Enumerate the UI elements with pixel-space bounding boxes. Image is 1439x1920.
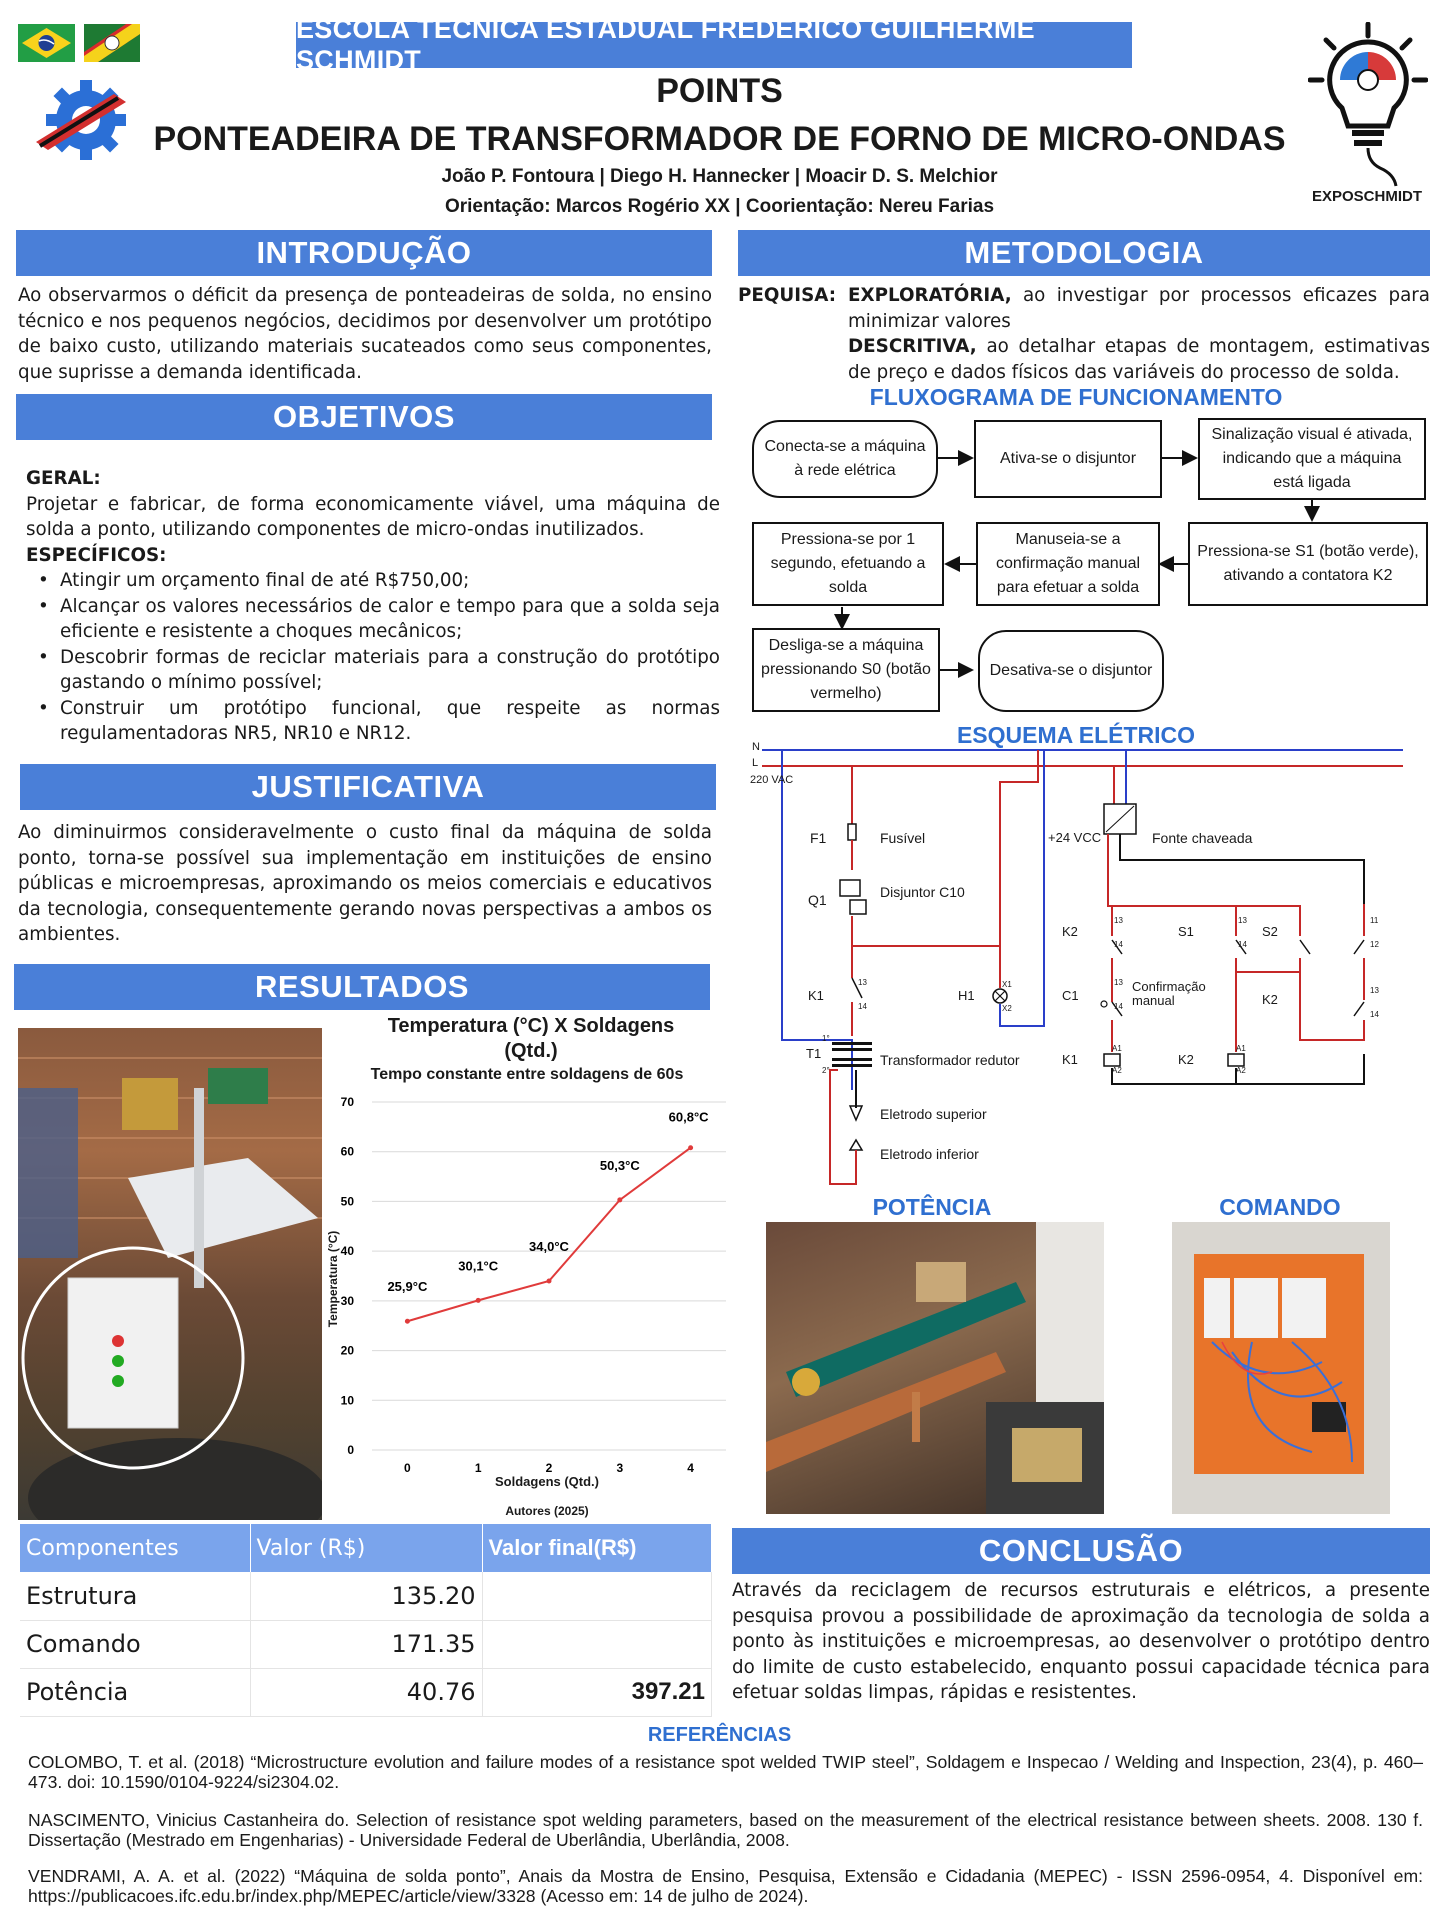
- cost-table: [20, 1524, 712, 1717]
- schematic-label-t1: T1: [806, 1046, 822, 1061]
- schematic-label-fusivel: Fusível: [880, 830, 926, 846]
- metodologia-pesquisa-label: PEQUISA:: [738, 285, 837, 306]
- chart-x-tick-label: 2: [545, 1461, 553, 1475]
- schematic-label-s2: S2: [1262, 924, 1278, 939]
- justificativa-text: Ao diminuirmos consideravelmente o custo final da máquina de solda ponto, torna-se possível sua implementação em instituições de ensino públicas e microempresas, aproximando os meios comerciais e educativos da tecnologia, consequentemente gerando novas perspectivas a ambos os ambientes.: [18, 822, 712, 945]
- metodologia-exploratoria: EXPLORATÓRIA, ao investigar por processos eficazes para minimizar valores: [848, 285, 1430, 332]
- flow-step-8: Desativa-se o disjuntor: [978, 630, 1164, 712]
- chart-y-tick-label: 10: [340, 1393, 354, 1408]
- exposchmidt-lightbulb-icon: [1308, 22, 1428, 188]
- conclusao-text: Através da reciclagem de recursos estruturais e elétricos, a presente pesquisa provou a possibilidade de aproximação da tecnologia de solda a ponto às instituições e microempresas, ao desenvolver o protótipo dentro do limite de custo estabelecido, enquanto possui capacidade técnica para efetuar soldas limpas, rápidas e resistentes.: [732, 1580, 1430, 1703]
- chart-x-tick-label: 4: [687, 1461, 694, 1475]
- introducao-text: Ao observarmos o déficit da presença de ponteadeiras de solda, no ensino técnico e nos pequenos negócios, decidimos por desenvolver um protótipo de baixo custo, utilizando materiais sucateados como seus componentes, que suprisse a demanda identificada.: [18, 285, 712, 383]
- schematic-terminal: 14: [1114, 1002, 1123, 1011]
- schematic-label-disjuntor: Disjuntor C10: [880, 884, 965, 900]
- metodologia-items: [848, 283, 1430, 385]
- schematic-label-n: N: [752, 741, 760, 753]
- reference-item: NASCIMENTO, Vinicius Castanheira do. Selection of resistance spot welding parameters, based on the measurement of the electrical resistance between sheets. 2008. 130 f. Dissertação (Mestrado em Engenharias) - Universidade Federal de Uberlândia, Uberlândia, 2008.: [28, 1810, 1423, 1850]
- section-heading-objetivos: OBJETIVOS: [16, 394, 712, 440]
- schematic-label-k1: K1: [808, 988, 824, 1003]
- chart-y-tick-label: 20: [340, 1343, 354, 1358]
- list-item: • Alcançar os valores necessários de calor e tempo para que a solda seja eficiente e resistente a choques mecânicos;: [26, 594, 720, 645]
- section-heading-resultados: RESULTADOS: [14, 964, 710, 1010]
- objetivos-especificos-label: ESPECÍFICOS:: [26, 544, 167, 566]
- schematic-terminal: 13: [1114, 978, 1123, 987]
- photo-label-comando: COMANDO: [1219, 1194, 1341, 1220]
- chart-x-tick-label: 0: [404, 1461, 411, 1475]
- prototype-photo: [18, 1028, 322, 1520]
- comando-photo: [1172, 1222, 1390, 1514]
- orientation: Orientação: Marcos Rogério XX | Coorientação: Nereu Farias: [444, 196, 995, 217]
- photo-label-potencia: POTÊNCIA: [872, 1194, 992, 1220]
- chart-data-label: 34,0°C: [529, 1238, 569, 1254]
- schematic-terminal: 13: [1370, 986, 1379, 995]
- schematic-label-vac: 220 VAC: [750, 774, 794, 786]
- list-item: • Atingir um orçamento final de até R$750,00;: [26, 568, 720, 594]
- schematic-label-k1b: K1: [1062, 1052, 1078, 1067]
- electrical-schematic: [748, 740, 1410, 1196]
- chart-y-tick-label: 60: [340, 1144, 354, 1159]
- reference-item: COLOMBO, T. et al. (2018) “Microstructure evolution and failure modes of a resistance spot welded TWIP steel”, Soldagem e Inspecao / Welding and Inspection, 23(4), p. 460–473. doi: 10.1590/0104-9224/si2304.02.: [28, 1752, 1423, 1792]
- objetivos-geral-text: Projetar e fabricar, de forma economicamente viável, uma máquina de solda a ponto, utilizando componentes de micro-ondas inutilizados.: [26, 493, 720, 540]
- table-cell-final: [482, 1620, 712, 1668]
- schematic-label-transformador: Transformador redutor: [880, 1052, 1020, 1068]
- chart-source: Autores (2025): [505, 1504, 589, 1518]
- table-header-row: [20, 1524, 712, 1572]
- project-acronym: POINTS: [656, 72, 783, 110]
- schematic-label-l: L: [752, 757, 759, 769]
- schematic-terminal: 11: [1370, 916, 1379, 925]
- chart-point: [688, 1145, 693, 1150]
- table-cell-item: Estrutura: [20, 1572, 250, 1620]
- list-item: • Descobrir formas de reciclar materiais para a construção do protótipo gastando o mínimo possível;: [26, 645, 720, 696]
- chart-x-tick-label: 3: [616, 1461, 624, 1475]
- objetivos-especificos-list: [26, 568, 720, 747]
- schematic-title: ESQUEMA ELÉTRICO: [956, 722, 1196, 748]
- flow-step-2: Ativa-se o disjuntor: [974, 420, 1162, 498]
- referencias-heading: REFERÊNCIAS: [647, 1724, 792, 1746]
- objetivos-block: [26, 466, 720, 747]
- schematic-label-f1: F1: [810, 830, 827, 846]
- table-header-componentes: Componentes: [20, 1524, 250, 1572]
- chart-y-tick-label: 30: [340, 1293, 354, 1308]
- schematic-terminal: 2°: [822, 1066, 830, 1075]
- chart-point: [405, 1319, 410, 1324]
- reference-item: VENDRAMI, A. A. et al. (2022) “Máquina de solda ponto”, Anais da Mostra de Ensino, Pesquisa, Extensão e Cidadania (MEPEC) - ISSN 2596-0954, 4. Disponível em: https://publicacoes.ifc.edu.br/index.php/MEPEC/article/view/3328 (Acesso em: 14 de julho de 2024).: [28, 1866, 1423, 1906]
- schematic-terminal: 12: [1370, 940, 1379, 949]
- section-heading-introducao: INTRODUÇÃO: [16, 230, 712, 276]
- chart-y-label: Temperatura (°C): [326, 1230, 340, 1328]
- chart-plot: [322, 1012, 732, 1522]
- school-name-banner: ESCOLA TÉCNICA ESTADUAL FREDERICO GUILHERME SCHMIDT: [296, 22, 1132, 68]
- exposchmidt-label: EXPOSCHMIDT: [1311, 188, 1422, 205]
- chart-x-tick-label: 1: [474, 1461, 482, 1475]
- flow-step-7: Desliga-se a máquina pressionando S0 (botão vermelho): [752, 628, 940, 712]
- chart-point: [547, 1278, 552, 1283]
- chart-title: Temperatura (°C) X Soldagens (Qtd.): [387, 1015, 675, 1062]
- schematic-terminal: 14: [1238, 940, 1247, 949]
- schematic-terminal: X1: [1002, 980, 1012, 989]
- authors: João P. Fontoura | Diego H. Hannecker | Moacir D. S. Melchior: [441, 166, 998, 187]
- schematic-terminal: A2: [1236, 1066, 1246, 1075]
- table-cell-final: [482, 1572, 712, 1620]
- schematic-label-h1: H1: [958, 988, 975, 1003]
- potencia-photo: [766, 1222, 1104, 1514]
- chart-y-tick-label: 0: [347, 1443, 354, 1457]
- metodologia-descritiva: DESCRITIVA, ao detalhar etapas de montagem, estimativas de preço e dados físicos das variáveis do processo de solda.: [848, 336, 1430, 383]
- schematic-terminal: A2: [1112, 1066, 1122, 1075]
- schematic-terminal: X2: [1002, 1004, 1012, 1013]
- flow-step-6: Pressiona-se por 1 segundo, efetuando a solda: [752, 522, 944, 606]
- flag-brazil: [18, 24, 75, 62]
- objetivos-geral-label: GERAL:: [26, 468, 101, 489]
- schematic-terminal: 13: [1238, 916, 1247, 925]
- section-heading-justificativa: JUSTIFICATIVA: [20, 764, 716, 810]
- chart-y-tick-label: 50: [340, 1194, 354, 1209]
- chart-data-label: 60,8°C: [668, 1109, 709, 1125]
- flow-step-1: Conecta-se a máquina à rede elétrica: [752, 420, 938, 498]
- schematic-terminal: 1°: [822, 1034, 830, 1043]
- project-title: PONTEADEIRA DE TRANSFORMADOR DE FORNO DE MICRO-ONDAS: [153, 120, 1286, 158]
- table-row: [20, 1668, 712, 1716]
- chart-subtitle: Tempo constante entre soldagens de 60s: [370, 1066, 684, 1083]
- chart-data-label: 25,9°C: [387, 1279, 428, 1295]
- chart-point: [476, 1298, 481, 1303]
- list-item: • Construir um protótipo funcional, que respeite as normas regulamentadoras NR5, NR10 e NR12.: [26, 696, 720, 747]
- flowchart-title: FLUXOGRAMA DE FUNCIONAMENTO: [869, 384, 1283, 410]
- chart-data-label: 50,3°C: [599, 1157, 640, 1173]
- table-cell-valor: 135.20: [250, 1572, 482, 1620]
- schematic-terminal: 14: [1114, 940, 1123, 949]
- schematic-terminal: 13: [1114, 916, 1123, 925]
- table-header-valor: Valor (R$): [250, 1524, 482, 1572]
- schematic-label-confirmacao: Confirmação manual: [1132, 979, 1206, 1008]
- flow-step-5: Manuseia-se a confirmação manual para efetuar a solda: [976, 522, 1160, 606]
- schematic-label-k2b: K2: [1262, 992, 1278, 1007]
- section-heading-metodologia: METODOLOGIA: [738, 230, 1430, 276]
- schematic-label-eletrodo-sup: Eletrodo superior: [880, 1106, 987, 1122]
- schematic-terminal: 14: [858, 1002, 867, 1011]
- chart-y-tick-label: 40: [340, 1244, 354, 1259]
- schematic-terminal: 14: [1370, 1010, 1379, 1019]
- chart-series-line: [407, 1148, 690, 1322]
- table-cell-item: Potência: [20, 1668, 250, 1716]
- schematic-label-vcc: +24 VCC: [1048, 830, 1102, 845]
- schematic-label-k2c: K2: [1178, 1052, 1194, 1067]
- chart-point: [617, 1197, 622, 1202]
- flow-step-4: Pressiona-se S1 (botão verde), ativando a contatora K2: [1188, 522, 1428, 606]
- table-cell-valor: 171.35: [250, 1620, 482, 1668]
- table-cell-valor: 40.76: [250, 1668, 482, 1716]
- schematic-terminal: A1: [1236, 1044, 1246, 1053]
- flow-step-3: Sinalização visual é ativada, indicando que a máquina está ligada: [1198, 418, 1426, 500]
- schematic-label-fonte: Fonte chaveada: [1152, 830, 1253, 846]
- table-cell-item: Comando: [20, 1620, 250, 1668]
- schematic-label-eletrodo-inf: Eletrodo inferior: [880, 1146, 979, 1162]
- schematic-label-k2a: K2: [1062, 924, 1078, 939]
- schematic-label-c1: C1: [1062, 988, 1079, 1003]
- section-heading-conclusao: CONCLUSÃO: [732, 1528, 1430, 1574]
- table-cell-final: 397.21: [482, 1668, 712, 1716]
- schematic-label-q1: Q1: [808, 892, 827, 908]
- schematic-terminal: A1: [1112, 1044, 1122, 1053]
- table-row: [20, 1620, 712, 1668]
- chart-x-label: Soldagens (Qtd.): [495, 1474, 599, 1489]
- table-row: [20, 1572, 712, 1620]
- metodologia-block: [738, 283, 1430, 383]
- temperature-chart: [322, 1012, 732, 1522]
- chart-data-label: 30,1°C: [458, 1258, 499, 1274]
- chart-y-tick-label: 70: [340, 1095, 354, 1109]
- flag-rio-grande-do-sul: [84, 24, 140, 62]
- schematic-label-s1: S1: [1178, 924, 1194, 939]
- schematic-terminal: 13: [858, 978, 867, 987]
- table-header-valor-final: Valor final(R$): [482, 1524, 712, 1572]
